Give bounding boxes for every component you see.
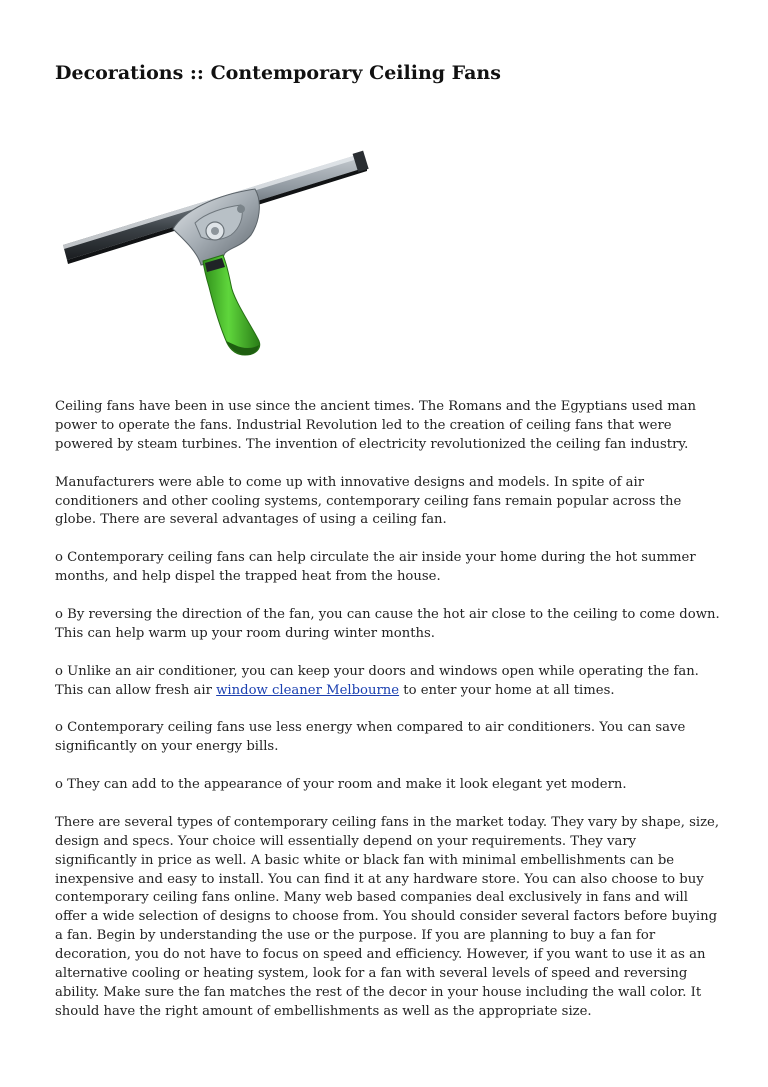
list-item-circulate: o Contemporary ceiling fans can help circulate the air inside your home during the hot summer months, and help dispel the trapped heat from the house. <box>55 550 696 585</box>
list-item-fresh-air-text-before: o Unlike an air conditioner, you can keep your doors and windows open while operating the fan. This can allow fresh air <box>55 663 699 698</box>
list-item-energy: o Contemporary ceiling fans use less energy when compared to air conditioners. You can save significantly on your energy bills. <box>55 720 686 755</box>
list-item-fresh-air <box>55 663 720 701</box>
list-item-appearance: o They can add to the appearance of your room and make it look elegant yet modern. <box>55 777 627 793</box>
paragraph-types: There are several types of contemporary ceiling fans in the market today. They vary by shape, size, design and specs. Your choice will essentially depend on your requirements. They vary significantly in price as well. A basic white or black fan with minimal embellishments can be inexpensive and easy to install. You can find it at any hardware store. You can also choose to buy contemporary ceiling fans online. Many web based companies deal exclusively in fans and will offer a wide selection of designs to choose from. You should consider several factors before buying a fan. Begin by understanding the use or the purpose. If you are planning to buy a fan for decoration, you do not have to focus on speed and efficiency. However, if you want to use it as an alternative cooling or heating system, look for a fan with several levels of speed and reversing ability. Make sure the fan matches the rest of the decor in your house including the wall color. It should have the right amount of embellishments as well as the appropriate size. <box>55 814 720 1019</box>
list-item-reversing: o By reversing the direction of the fan, you can cause the hot air close to the ceiling to come down. This can help warm up your room during winter months. <box>55 606 720 641</box>
squeegee-illustration <box>55 143 373 357</box>
squeegee-handle-body <box>173 189 259 265</box>
list-item-fresh-air-text-after: to enter your home at all times. <box>399 682 615 698</box>
squeegee-image <box>55 143 373 357</box>
article-body <box>55 398 720 1041</box>
squeegee-green-grip <box>203 255 260 355</box>
window-cleaner-link[interactable]: window cleaner Melbourne <box>216 682 400 698</box>
paragraph-manufacturers: Manufacturers were able to come up with innovative designs and models. In spite of air conditioners and other cooling systems, contemporary ceiling fans remain popular across the globe. There are several advantages of using a ceiling fan. <box>55 474 682 528</box>
paragraph-intro: Ceiling fans have been in use since the ancient times. The Romans and the Egyptians used man power to operate the fans. Industrial Revolution led to the creation of ceiling fans that were powered by steam turbines. The invention of electricity revolutionized the ceiling fan industry. <box>55 399 697 452</box>
page-title: Decorations :: Contemporary Ceiling Fans <box>55 62 501 84</box>
